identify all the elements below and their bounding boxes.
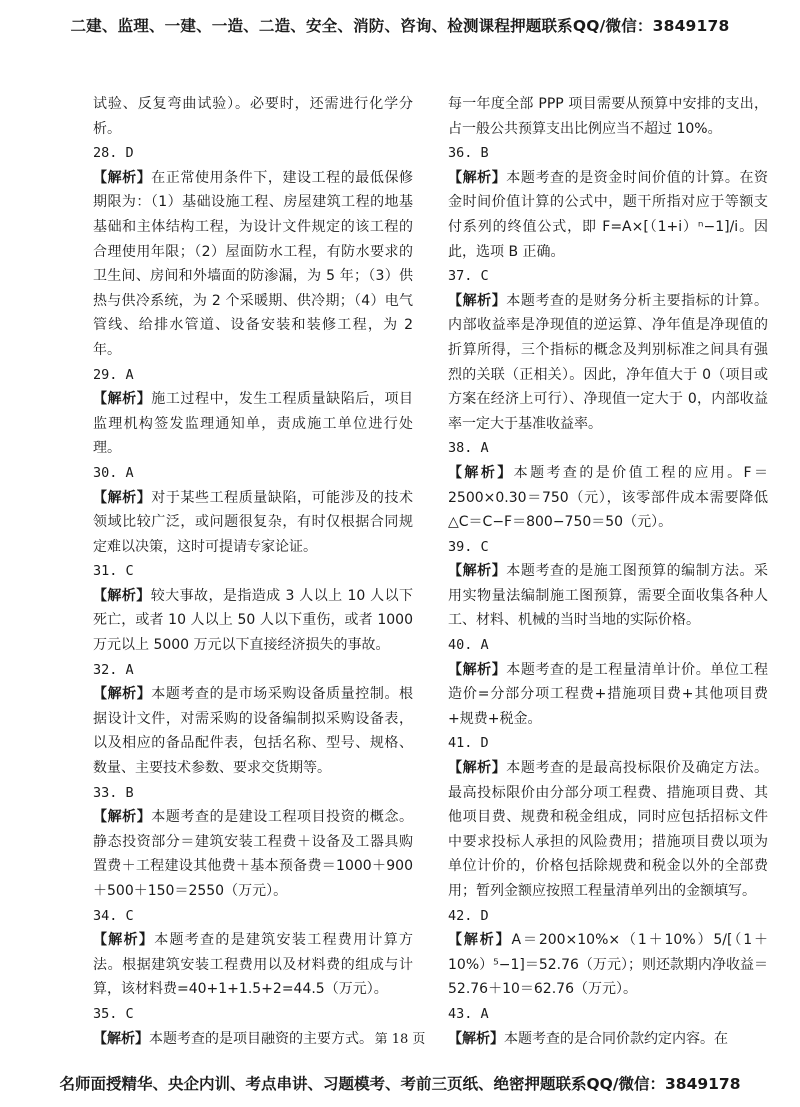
explanation-text: 本题考查的是施工图预算的编制方法。采用实物量法编制施工图预算，需要全面收集各种人工、材料、机械的当时当地的实际价格。 xyxy=(448,563,769,629)
answer-key: 31. C xyxy=(93,563,134,580)
explanation-tag: 【解析】 xyxy=(93,932,155,949)
explanation-tag: 【解析】 xyxy=(93,1030,149,1047)
explanation-tag: 【解析】 xyxy=(448,1030,504,1047)
explanation-tag: 【解析】 xyxy=(448,661,507,678)
explanation-paragraph xyxy=(448,166,768,264)
answer-key: 42. D xyxy=(448,907,489,924)
answer-key: 35. C xyxy=(93,1005,134,1022)
answer-key: 38. A xyxy=(448,440,489,457)
explanation-text: 施工过程中，发生工程质量缺陷后，项目监理机构签发监理通知单，责成施工单位进行处理。 xyxy=(93,391,414,457)
explanation-tag: 【解析】 xyxy=(93,686,152,703)
explanation-paragraph xyxy=(448,756,768,904)
explanation-text: 本题考查的是财务分析主要指标的计算。内部收益率是净现值的逆运算、净年值是净现值的折算所得，三个指标的概念及判别标准之间具有强烈的关联（正相关）。因此，净年值大于 0（项目或方案在经济上可行）、净现值一定大于 0，内部收益率一定大于基准收益率。 xyxy=(448,292,769,432)
explanation-tag: 【解析】 xyxy=(93,169,152,186)
answer-key: 29. A xyxy=(93,366,134,383)
explanation-tag: 【解析】 xyxy=(93,391,152,408)
page-header: 二建、监理、一建、一造、二造、安全、消防、咨询、检测课程押题联系QQ/微信：3849178 xyxy=(70,17,730,35)
explanation-tag: 【解析】 xyxy=(93,489,152,506)
explanation-text: 本题考查的是项目融资的主要方式。 xyxy=(149,1030,373,1047)
answer-key: 40. A xyxy=(448,637,489,654)
answer-key: 39. C xyxy=(448,538,489,555)
explanation-paragraph xyxy=(448,559,768,633)
explanation-paragraph xyxy=(448,461,768,535)
explanation-tag: 【解析】 xyxy=(448,563,507,580)
answer-key: 33. B xyxy=(93,784,134,801)
explanation-tag: 【解析】 xyxy=(448,292,507,309)
explanation-text: 较大事故，是指造成 3 人以上 10 人以下死亡，或者 10 人以上 50 人以下重伤，或者 1000 万元以上 5000 万元以下直接经济损失的事故。 xyxy=(93,587,414,654)
explanation-tag: 【解析】 xyxy=(93,587,151,604)
explanation-text: 本题考查的是价值工程的应用。F＝2500×0.30＝750（元），该零部件成本需要降低△C＝C−F＝800−750＝50（元）。 xyxy=(448,464,768,531)
explanation-paragraph xyxy=(448,658,768,732)
explanation-text: 本题考查的是工程量清单计价。单位工程造价=分部分项工程费+措施项目费+其他项目费+规费+税金。 xyxy=(448,661,769,727)
answer-key: 28. D xyxy=(93,145,134,162)
answer-key: 37. C xyxy=(448,268,489,285)
explanation-text: 在正常使用条件下，建设工程的最低保修期限为：（1）基础设施工程、房屋建筑工程的地基基础和主体结构工程，为设计文件规定的该工程的合理使用年限；（2）屋面防水工程，有防水要求的卫生间、房间和外墙面的防渗漏，为 5 年；（3）供热与供冷系统，为 2 个采暖期、供冷期；（4）电气管线、给排水管道、设备安装和装修工程，为 2 年。 xyxy=(93,169,414,358)
continued-text: 试验、反复弯曲试验）。必要时，还需进行化学分析。 xyxy=(93,96,413,137)
explanation-paragraph xyxy=(448,289,768,437)
explanation-text: 对于某些工程质量缺陷，可能涉及的技术领域比较广泛，或问题很复杂，有时仅根据合同规定难以决策，这时可提请专家论证。 xyxy=(93,489,414,555)
explanation-paragraph xyxy=(93,584,413,658)
explanation-text: 本题考查的是建设工程项目投资的概念。静态投资部分＝建筑安装工程费＋设备及工器具购置费＋工程建设其他费＋基本预备费＝1000＋900＋500＋150＝2550（万元）。 xyxy=(93,809,414,899)
answer-key: 30. A xyxy=(93,464,134,481)
explanation-tag: 【解析】 xyxy=(448,464,514,481)
explanation-paragraph xyxy=(448,928,768,1002)
explanation-paragraph xyxy=(93,387,413,461)
answer-key: 36. B xyxy=(448,145,489,162)
explanation-paragraph xyxy=(93,166,413,363)
answer-key: 41. D xyxy=(448,735,489,752)
explanation-tag: 【解析】 xyxy=(448,760,507,777)
explanation-paragraph xyxy=(93,805,413,903)
explanation-tag: 【解析】 xyxy=(448,932,512,949)
answer-key: 32. A xyxy=(93,661,134,678)
answer-key: 43. A xyxy=(448,1005,489,1022)
continued-text: 每一年度全部 PPP 项目需要从预算中安排的支出，占一般公共预算支出比例应当不超过 10%。 xyxy=(448,96,768,137)
answer-key: 34. C xyxy=(93,907,134,924)
explanation-tag: 【解析】 xyxy=(448,169,507,186)
explanation-paragraph xyxy=(93,486,413,560)
explanation-text: A＝200×10%×（1＋10%）5/[（1＋10%）⁵−1]＝52.76（万元）；则还款期内净收益＝52.76＋10＝62.76（万元）。 xyxy=(448,932,768,998)
left-column xyxy=(93,92,413,1051)
explanation-paragraph xyxy=(93,928,413,1002)
explanation-tag: 【解析】 xyxy=(93,809,152,826)
explanation-text: 本题考查的是资金时间价值的计算。在资金时间价值计算的公式中，题干所指对应于等额支付系列的终值公式，即 F=A×[（1+i）ⁿ−1]/i。因此，选项 B 正确。 xyxy=(448,169,769,260)
explanation-text: 本题考查的是市场采购设备质量控制。根据设计文件，对需采购的设备编制拟采购设备表，以及相应的备品配件表，包括名称、型号、规格、数量、主要技术参数、要求交货期等。 xyxy=(93,686,414,777)
right-column xyxy=(448,92,768,1051)
explanation-text: 本题考查的是合同价款约定内容。在 xyxy=(504,1030,728,1047)
page-footer: 名师面授精华、央企内训、考点串讲、习题模考、考前三页纸、绝密押题联系QQ/微信：3849178 xyxy=(59,1075,741,1093)
explanation-text: 本题考查的是建筑安装工程费用计算方法。根据建筑安装工程费用以及材料费的组成与计算，该材料费=40+1+1.5+2=44.5（万元）。 xyxy=(93,932,414,998)
explanation-text: 本题考查的是最高投标限价及确定方法。最高投标限价由分部分项工程费、措施项目费、其他项目费、规费和税金组成，同时应包括招标文件中要求投标人承担的风险费用；措施项目费以项为单位计价的，价格包括除规费和税金以外的全部费用；暂列金额应按照工程量清单列出的金额填写。 xyxy=(448,760,769,899)
page-number: 第 18 页 xyxy=(374,1032,426,1047)
explanation-paragraph xyxy=(93,682,413,780)
